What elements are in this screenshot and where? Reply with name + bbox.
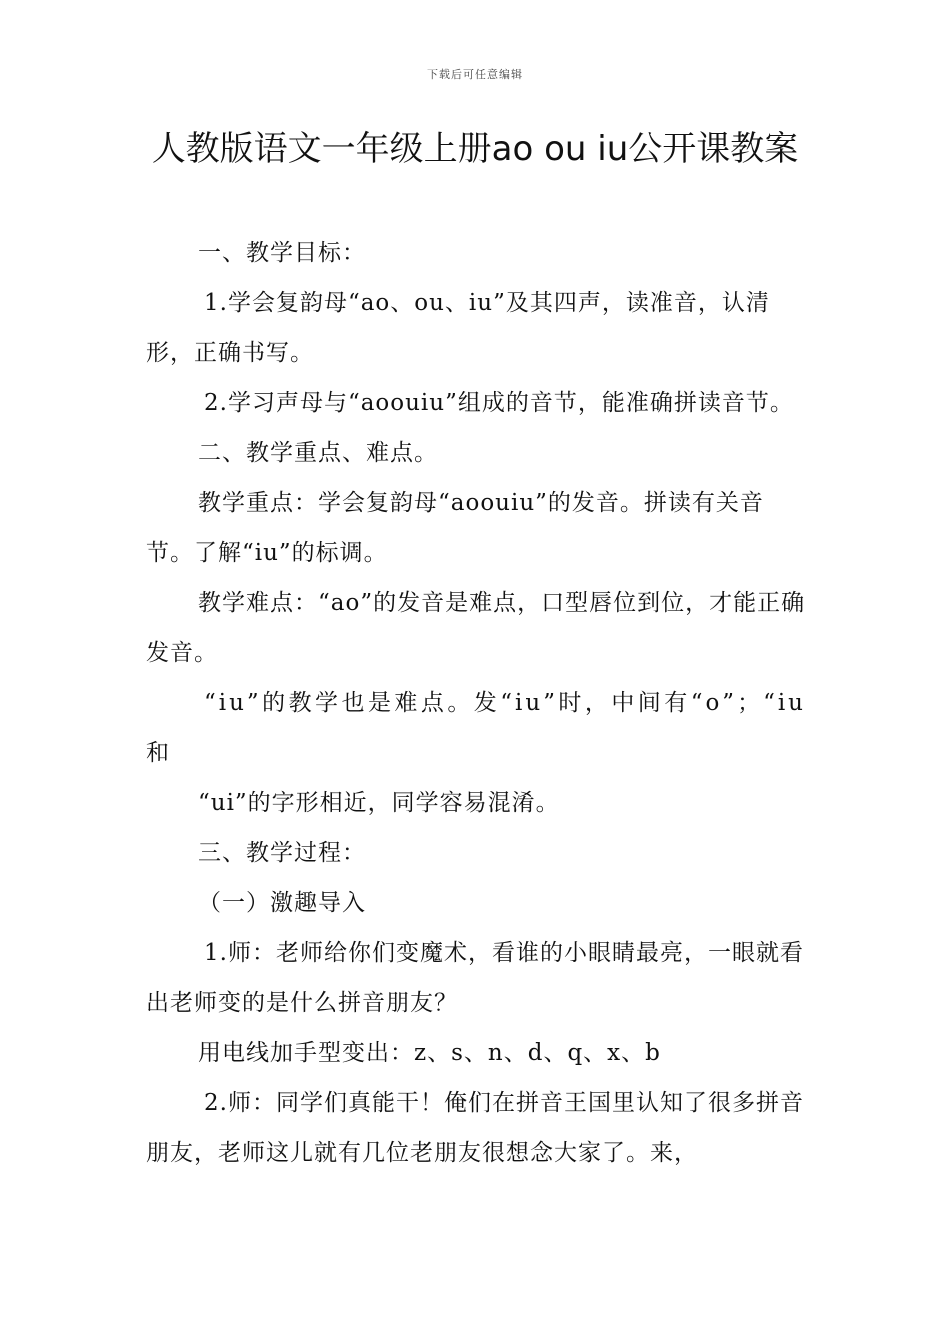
subheading-introduction: （一）激趣导入 [198,890,366,916]
header-note: 下载后可任意编辑 [427,68,523,81]
document-body [146,228,806,1178]
paragraph-wire-gesture: 用电线加手型变出：z、s、n、d、q、x、b [198,1040,661,1066]
paragraph-step-2: 2.师：同学们真能干！俺们在拼音王国里认知了很多拼音朋友，老师这儿就有几位老朋友很想念大家了。来， [146,1090,804,1166]
paragraph-key-point: 教学重点：学会复韵母“aoouiu”的发音。拼读有关音节。了解“iu”的标调。 [146,490,764,566]
paragraph-difficulty: 教学难点：“ao”的发音是难点，口型唇位到位，才能正确发音。 [146,590,806,666]
section-heading-objectives: 一、教学目标： [198,240,366,266]
document-title: 人教版语文一年级上册ao ou iu公开课教案 [151,129,799,169]
paragraph-difficulty-iu: “iu”的教学也是难点。发“iu”时，中间有“o”；“iu和 [146,690,806,766]
paragraph-objective-1: 1.学会复韵母“ao、ou、iu”及其四声，读准音，认清形，正确书写。 [146,290,770,366]
paragraph-objective-2: 2.学习声母与“aoouiu”组成的音节，能准确拼读音节。 [204,390,794,416]
paragraph-step-1: 1.师：老师给你们变魔术，看谁的小眼睛最亮，一眼就看出老师变的是什么拼音朋友？ [146,940,804,1016]
section-heading-process: 三、教学过程： [198,840,366,866]
paragraph-difficulty-ui: “ui”的字形相近，同学容易混淆。 [198,790,560,816]
section-heading-key-points: 二、教学重点、难点。 [198,440,438,466]
